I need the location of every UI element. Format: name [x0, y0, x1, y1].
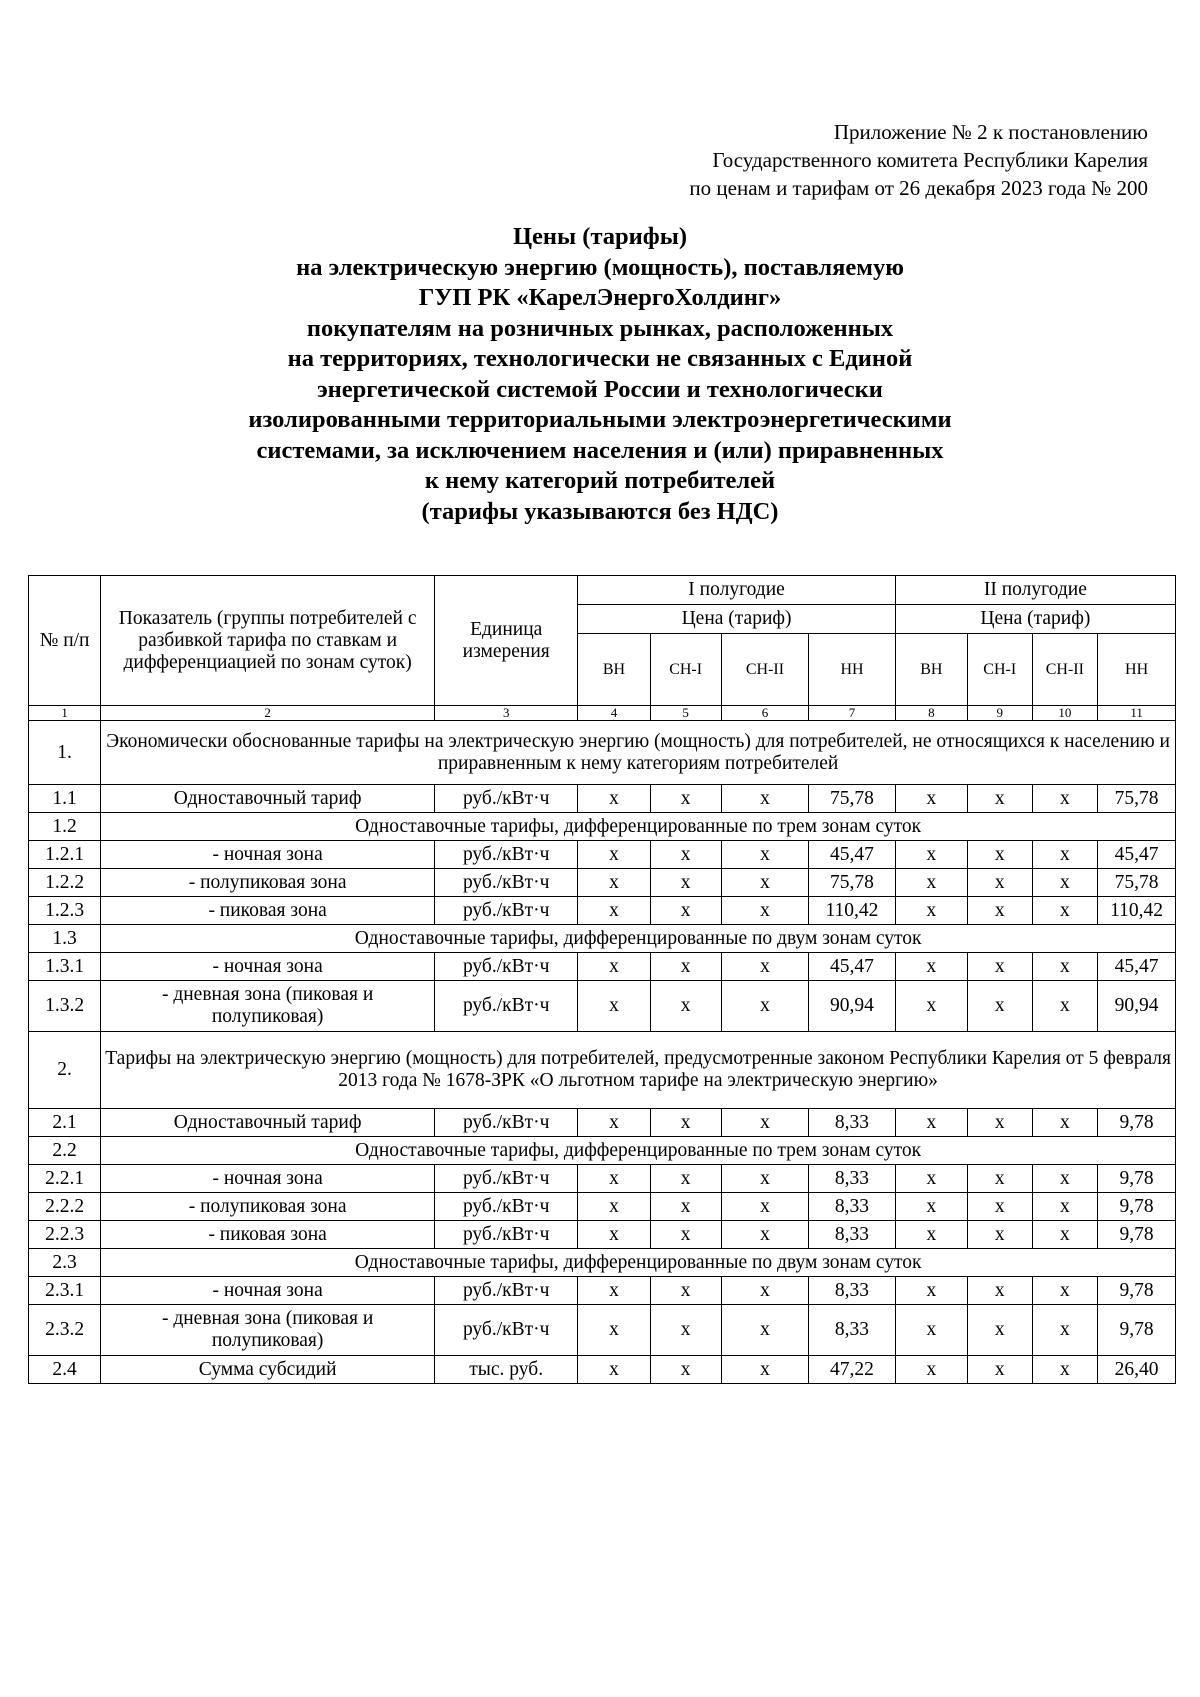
- row-number: 2.4: [29, 1356, 101, 1384]
- table-row: [29, 1277, 1176, 1305]
- not-applicable-mark: х: [1032, 1277, 1098, 1305]
- table-row: [29, 1249, 1176, 1277]
- not-applicable-mark: х: [895, 953, 967, 981]
- not-applicable-mark: х: [967, 1109, 1032, 1137]
- not-applicable-mark: х: [578, 1193, 650, 1221]
- column-number: 9: [967, 706, 1032, 721]
- tariff-value: 90,94: [1098, 981, 1176, 1032]
- not-applicable-mark: х: [721, 841, 809, 869]
- table-row: [29, 785, 1176, 813]
- not-applicable-mark: х: [578, 1221, 650, 1249]
- not-applicable-mark: х: [578, 785, 650, 813]
- not-applicable-mark: х: [1032, 1356, 1098, 1384]
- title-line: Цены (тарифы): [512, 223, 688, 250]
- appendix-line: по ценам и тарифам от 26 декабря 2023 года № 200: [689, 176, 1148, 200]
- not-applicable-mark: х: [895, 841, 967, 869]
- tariff-value: 45,47: [1098, 953, 1176, 981]
- tariff-value: 8,33: [809, 1165, 895, 1193]
- table-row: [29, 1032, 1176, 1109]
- title-line: энергетической системой России и технологически: [317, 375, 883, 403]
- column-number: 3: [435, 706, 578, 721]
- not-applicable-mark: х: [895, 869, 967, 897]
- header-level-nn: НН: [1098, 634, 1176, 706]
- not-applicable-mark: х: [578, 1356, 650, 1384]
- not-applicable-mark: х: [1032, 1193, 1098, 1221]
- table-row: [29, 1305, 1176, 1356]
- title-line: к нему категорий потребителей: [424, 467, 776, 494]
- not-applicable-mark: х: [650, 841, 721, 869]
- not-applicable-mark: х: [721, 981, 809, 1032]
- not-applicable-mark: х: [578, 1109, 650, 1137]
- not-applicable-mark: х: [1032, 897, 1098, 925]
- tariff-value: 8,33: [809, 1305, 895, 1356]
- tariff-value: 75,78: [1098, 869, 1176, 897]
- table-row: [29, 1193, 1176, 1221]
- table-row: [29, 1221, 1176, 1249]
- not-applicable-mark: х: [967, 897, 1032, 925]
- row-indicator: - ночная зона: [101, 1165, 435, 1193]
- not-applicable-mark: х: [967, 869, 1032, 897]
- column-number: 5: [650, 706, 721, 721]
- not-applicable-mark: х: [578, 1305, 650, 1356]
- not-applicable-mark: х: [650, 1109, 721, 1137]
- not-applicable-mark: х: [1032, 785, 1098, 813]
- row-unit: руб./кВт·ч: [435, 1165, 578, 1193]
- row-indicator: - пиковая зона: [101, 1221, 435, 1249]
- not-applicable-mark: х: [895, 1221, 967, 1249]
- table-row: [29, 953, 1176, 981]
- not-applicable-mark: х: [650, 869, 721, 897]
- header-unit: Единица измерения: [435, 576, 578, 706]
- group-heading: Одноставочные тарифы, дифференцированные по трем зонам суток: [101, 1137, 1176, 1165]
- not-applicable-mark: х: [721, 1193, 809, 1221]
- column-number-row: [29, 706, 1176, 721]
- header-level-sn1: СН-I: [650, 634, 721, 706]
- tariff-value: 8,33: [809, 1109, 895, 1137]
- not-applicable-mark: х: [721, 897, 809, 925]
- table-row: [29, 1165, 1176, 1193]
- tariff-value: 110,42: [1098, 897, 1176, 925]
- column-number: 11: [1098, 706, 1176, 721]
- not-applicable-mark: х: [967, 1193, 1032, 1221]
- not-applicable-mark: х: [895, 1356, 967, 1384]
- not-applicable-mark: х: [967, 1277, 1032, 1305]
- not-applicable-mark: х: [967, 841, 1032, 869]
- document-title: [0, 222, 1200, 527]
- row-unit: руб./кВт·ч: [435, 869, 578, 897]
- row-number: 1.3.2: [29, 981, 101, 1032]
- row-indicator: - ночная зона: [101, 1277, 435, 1305]
- header-price-2: Цена (тариф): [895, 605, 1175, 634]
- tariff-value: 47,22: [809, 1356, 895, 1384]
- table-row: [29, 869, 1176, 897]
- not-applicable-mark: х: [650, 785, 721, 813]
- tariff-value: 8,33: [809, 1221, 895, 1249]
- row-indicator: - дневная зона (пиковая и полупиковая): [101, 1305, 435, 1356]
- not-applicable-mark: х: [967, 1305, 1032, 1356]
- title-line: на территориях, технологически не связанных с Единой: [287, 345, 913, 372]
- group-heading: Одноставочные тарифы, дифференцированные по трем зонам суток: [101, 813, 1176, 841]
- tariff-value: 45,47: [1098, 841, 1176, 869]
- tariff-value: 9,78: [1098, 1221, 1176, 1249]
- title-line: изолированными территориальными электроэнергетическими: [248, 406, 952, 433]
- not-applicable-mark: х: [721, 869, 809, 897]
- not-applicable-mark: х: [650, 981, 721, 1032]
- row-number: 1.2.1: [29, 841, 101, 869]
- title-line: системами, за исключением населения и (или) приравненных: [256, 436, 944, 464]
- title-line: ГУП РК «КарелЭнергоХолдинг»: [418, 284, 782, 311]
- not-applicable-mark: х: [1032, 1109, 1098, 1137]
- tariff-value: 75,78: [809, 785, 895, 813]
- section-heading: Тарифы на электрическую энергию (мощность) для потребителей, предусмотренные законом Республики Карелия от 5 февраля 2013 года № 1678-ЗРК «О льготном тарифе на электрическую энергию»: [101, 1032, 1176, 1109]
- column-number: 10: [1032, 706, 1098, 721]
- header-level-sn2: СН-II: [721, 634, 809, 706]
- table-row: [29, 1356, 1176, 1384]
- not-applicable-mark: х: [578, 981, 650, 1032]
- table-body: [29, 721, 1176, 1384]
- not-applicable-mark: х: [578, 953, 650, 981]
- row-unit: руб./кВт·ч: [435, 1277, 578, 1305]
- row-unit: руб./кВт·ч: [435, 1221, 578, 1249]
- column-number: 1: [29, 706, 101, 721]
- table-row: [29, 981, 1176, 1032]
- tariff-value: 45,47: [809, 953, 895, 981]
- row-unit: руб./кВт·ч: [435, 1193, 578, 1221]
- not-applicable-mark: х: [1032, 1305, 1098, 1356]
- not-applicable-mark: х: [1032, 981, 1098, 1032]
- tariff-value: 9,78: [1098, 1193, 1176, 1221]
- header-indicator: Показатель (группы потребителей с разбивкой тарифа по ставкам и дифференциацией по зонам суток): [101, 576, 435, 706]
- not-applicable-mark: х: [721, 953, 809, 981]
- row-indicator: Одноставочный тариф: [101, 1109, 435, 1137]
- row-unit: руб./кВт·ч: [435, 785, 578, 813]
- tariff-value: 8,33: [809, 1193, 895, 1221]
- column-number: 8: [895, 706, 967, 721]
- row-unit: тыс. руб.: [435, 1356, 578, 1384]
- row-indicator: - ночная зона: [101, 953, 435, 981]
- row-number: 2.3: [29, 1249, 101, 1277]
- not-applicable-mark: х: [1032, 1165, 1098, 1193]
- not-applicable-mark: х: [650, 1221, 721, 1249]
- not-applicable-mark: х: [895, 981, 967, 1032]
- row-unit: руб./кВт·ч: [435, 953, 578, 981]
- tariff-value: 9,78: [1098, 1277, 1176, 1305]
- row-number: 2.3.1: [29, 1277, 101, 1305]
- row-number: 2.2.1: [29, 1165, 101, 1193]
- row-unit: руб./кВт·ч: [435, 981, 578, 1032]
- not-applicable-mark: х: [650, 953, 721, 981]
- row-indicator: - дневная зона (пиковая и полупиковая): [101, 981, 435, 1032]
- not-applicable-mark: х: [895, 1165, 967, 1193]
- not-applicable-mark: х: [721, 785, 809, 813]
- tariff-value: 90,94: [809, 981, 895, 1032]
- not-applicable-mark: х: [721, 1109, 809, 1137]
- tariff-value: 9,78: [1098, 1109, 1176, 1137]
- header-price-1: Цена (тариф): [578, 605, 895, 634]
- not-applicable-mark: х: [967, 1165, 1032, 1193]
- not-applicable-mark: х: [721, 1165, 809, 1193]
- appendix-line: Приложение № 2 к постановлению: [833, 120, 1148, 144]
- tariff-value: 9,78: [1098, 1165, 1176, 1193]
- column-number: 7: [809, 706, 895, 721]
- not-applicable-mark: х: [721, 1356, 809, 1384]
- table-row: [29, 841, 1176, 869]
- row-unit: руб./кВт·ч: [435, 841, 578, 869]
- row-indicator: Сумма субсидий: [101, 1356, 435, 1384]
- not-applicable-mark: х: [895, 897, 967, 925]
- tariff-value: 9,78: [1098, 1305, 1176, 1356]
- row-unit: руб./кВт·ч: [435, 1305, 578, 1356]
- row-number: 1.1: [29, 785, 101, 813]
- row-number: 1.3: [29, 925, 101, 953]
- group-heading: Одноставочные тарифы, дифференцированные по двум зонам суток: [101, 1249, 1176, 1277]
- header-half-2: II полугодие: [895, 576, 1175, 605]
- not-applicable-mark: х: [967, 785, 1032, 813]
- table-row: [29, 813, 1176, 841]
- not-applicable-mark: х: [721, 1305, 809, 1356]
- not-applicable-mark: х: [895, 1193, 967, 1221]
- title-line: (тарифы указываются без НДС): [421, 497, 779, 525]
- row-indicator: - полупиковая зона: [101, 1193, 435, 1221]
- header-level-vn: ВН: [578, 634, 650, 706]
- row-number: 1.2.2: [29, 869, 101, 897]
- tariff-value: 45,47: [809, 841, 895, 869]
- not-applicable-mark: х: [895, 785, 967, 813]
- title-line: покупателям на розничных рынках, расположенных: [306, 314, 894, 342]
- header-num: № п/п: [29, 576, 101, 706]
- not-applicable-mark: х: [1032, 841, 1098, 869]
- not-applicable-mark: х: [650, 1305, 721, 1356]
- table-row: [29, 1109, 1176, 1137]
- not-applicable-mark: х: [967, 981, 1032, 1032]
- tariff-table: [28, 575, 1176, 1384]
- row-number: 2.2.2: [29, 1193, 101, 1221]
- column-number: 2: [101, 706, 435, 721]
- tariff-value: 75,78: [809, 869, 895, 897]
- not-applicable-mark: х: [578, 1165, 650, 1193]
- row-indicator: Одноставочный тариф: [101, 785, 435, 813]
- not-applicable-mark: х: [578, 1277, 650, 1305]
- not-applicable-mark: х: [650, 1193, 721, 1221]
- tariff-value: 8,33: [809, 1277, 895, 1305]
- row-number: 2.2.3: [29, 1221, 101, 1249]
- column-number: 6: [721, 706, 809, 721]
- column-number: 4: [578, 706, 650, 721]
- not-applicable-mark: х: [1032, 953, 1098, 981]
- not-applicable-mark: х: [650, 897, 721, 925]
- row-number: 2.3.2: [29, 1305, 101, 1356]
- header-half-1: I полугодие: [578, 576, 895, 605]
- group-heading: Одноставочные тарифы, дифференцированные по двум зонам суток: [101, 925, 1176, 953]
- table-row: [29, 897, 1176, 925]
- row-indicator: - пиковая зона: [101, 897, 435, 925]
- row-indicator: - полупиковая зона: [101, 869, 435, 897]
- row-number: 1.3.1: [29, 953, 101, 981]
- row-indicator: - ночная зона: [101, 841, 435, 869]
- table-row: [29, 925, 1176, 953]
- row-number: 1.2: [29, 813, 101, 841]
- not-applicable-mark: х: [1032, 869, 1098, 897]
- title-line: на электрическую энергию (мощность), поставляемую: [296, 253, 904, 281]
- not-applicable-mark: х: [1032, 1221, 1098, 1249]
- not-applicable-mark: х: [650, 1356, 721, 1384]
- table-row: [29, 721, 1176, 785]
- not-applicable-mark: х: [895, 1109, 967, 1137]
- row-number: 2.: [29, 1032, 101, 1109]
- not-applicable-mark: х: [895, 1305, 967, 1356]
- tariff-value: 75,78: [1098, 785, 1176, 813]
- not-applicable-mark: х: [578, 841, 650, 869]
- appendix-line: Государственного комитета Республики Карелия: [712, 148, 1148, 172]
- row-number: 1.: [29, 721, 101, 785]
- not-applicable-mark: х: [967, 1356, 1032, 1384]
- header-level-sn1: СН-I: [967, 634, 1032, 706]
- not-applicable-mark: х: [650, 1165, 721, 1193]
- header-level-vn: ВН: [895, 634, 967, 706]
- tariff-value: 26,40: [1098, 1356, 1176, 1384]
- tariff-value: 110,42: [809, 897, 895, 925]
- row-number: 1.2.3: [29, 897, 101, 925]
- table-row: [29, 1137, 1176, 1165]
- header-level-nn: НН: [809, 634, 895, 706]
- row-unit: руб./кВт·ч: [435, 1109, 578, 1137]
- row-unit: руб./кВт·ч: [435, 897, 578, 925]
- header-level-sn2: СН-II: [1032, 634, 1098, 706]
- row-number: 2.2: [29, 1137, 101, 1165]
- not-applicable-mark: х: [578, 869, 650, 897]
- section-heading: Экономически обоснованные тарифы на электрическую энергию (мощность) для потребителей, не относящихся к населению и приравненным к нему категориям потребителей: [101, 721, 1176, 785]
- row-number: 2.1: [29, 1109, 101, 1137]
- not-applicable-mark: х: [578, 897, 650, 925]
- not-applicable-mark: х: [967, 1221, 1032, 1249]
- not-applicable-mark: х: [967, 953, 1032, 981]
- appendix-note: [528, 118, 1148, 202]
- not-applicable-mark: х: [721, 1277, 809, 1305]
- not-applicable-mark: х: [895, 1277, 967, 1305]
- not-applicable-mark: х: [650, 1277, 721, 1305]
- not-applicable-mark: х: [721, 1221, 809, 1249]
